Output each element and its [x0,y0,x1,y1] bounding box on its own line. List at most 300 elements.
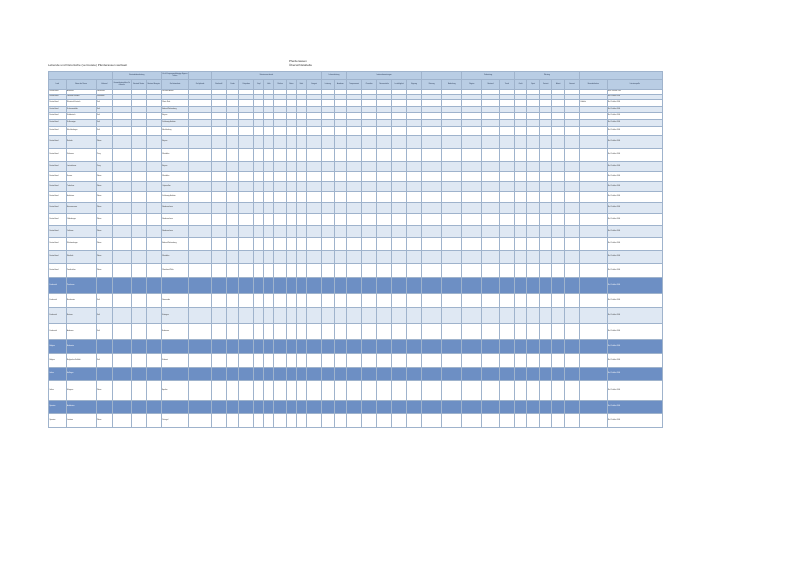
table-cell [482,162,500,172]
table-cell [306,172,321,182]
table-cell [422,368,442,381]
table-cell: Warm [96,414,112,428]
table-cell [322,324,335,340]
table-cell [274,368,287,381]
table-cell [347,401,362,414]
table-cell [564,294,579,308]
table-cell [306,136,321,149]
table-cell [306,182,321,192]
table-cell [286,100,296,107]
table-cell [239,264,254,278]
table-cell [552,136,565,149]
table-cell [146,278,161,294]
table-cell [482,120,500,127]
table-cell [131,172,146,182]
table-cell [407,368,422,381]
table-cell: Frankreich [49,324,67,340]
table-cell: Deutschland [49,192,67,203]
table-cell [422,203,442,214]
table-cell [264,264,274,278]
table-cell [322,214,335,226]
table-cell [264,251,274,264]
table-cell [442,414,462,428]
table-cell: Westfale [66,251,96,264]
table-cell [131,294,146,308]
table-cell [377,401,392,414]
table-cell: Deutschland [49,172,67,182]
table-cell [274,264,287,278]
table-cell [226,203,239,214]
table-cell [189,127,212,136]
column-header: Freizeit [539,80,552,90]
table-cell [322,192,335,203]
table-cell [306,203,321,214]
table-cell [112,136,131,149]
table-cell [527,113,540,120]
table-cell [377,354,392,368]
table-cell [347,324,362,340]
table-cell [347,120,362,127]
table-cell [482,226,500,238]
table-cell [306,278,321,294]
table-cell [362,192,377,203]
table-cell [322,162,335,172]
table-cell: Warm [96,136,112,149]
table-cell [161,278,189,294]
table-cell [442,162,462,172]
table-cell [362,172,377,182]
table-cell [514,120,527,127]
table-cell [362,294,377,308]
group-header [580,72,663,80]
table-cell [442,308,462,324]
table-cell [264,401,274,414]
table-cell [499,127,514,136]
table-cell [462,381,482,401]
table-cell [296,368,306,381]
table-cell [552,100,565,107]
group-header [49,72,113,80]
group-header: Zucht Ursprungsabhängige Eigenschaften [161,72,189,80]
table-cell [539,162,552,172]
table-cell [552,162,565,172]
table-cell [296,226,306,238]
table-cell [226,278,239,294]
table-cell [392,182,407,192]
table-cell [514,238,527,251]
table-cell [112,401,131,414]
table-cell [322,401,335,414]
column-header: Literaturquelle [607,80,662,90]
table-cell [422,340,442,354]
table-cell [422,226,442,238]
table-cell [274,324,287,340]
table-cell [392,162,407,172]
table-cell [226,414,239,428]
table-cell [254,324,264,340]
table-cell [254,182,264,192]
table-cell [347,264,362,278]
table-cell [274,113,287,120]
table-cell [442,172,462,182]
table-cell: Ref. Schäfer 2004 [607,238,662,251]
table-cell [347,203,362,214]
table-cell: Andalusier [66,401,96,414]
table-cell [392,340,407,354]
table-cell [189,172,212,182]
table-cell [131,214,146,226]
table-cell [442,294,462,308]
table-cell [499,414,514,428]
table-cell [347,162,362,172]
table-cell [112,354,131,368]
table-cell: Warm [96,214,112,226]
table-cell [334,308,347,324]
group-header: Bestandsbearbeitung [112,72,161,80]
table-row [49,278,663,294]
table-cell [286,368,296,381]
table-cell: Oldenburger [66,214,96,226]
table-cell [462,172,482,182]
table-cell [407,192,422,203]
table-cell [564,340,579,354]
table-cell [527,149,540,162]
table-cell [274,381,287,401]
table-cell [264,340,274,354]
table-cell: Ref. Schäfer 2004 [607,354,662,368]
table-cell [347,149,362,162]
table-cell [539,120,552,127]
table-cell: Hoff / Schäfer 2004 [607,90,662,95]
table-cell [392,226,407,238]
table-cell: Rheinland [96,95,112,100]
table-cell: Westfalen [161,149,189,162]
table-cell [239,381,254,401]
table-cell: Schleswig-Holstein [161,120,189,127]
breed-table [48,71,663,428]
table-cell [274,136,287,149]
table-cell [226,120,239,127]
table-cell: Normandie [161,294,189,308]
table-cell [286,278,296,294]
table-cell [552,172,565,182]
table-cell [239,324,254,340]
table-cell [239,251,254,264]
table-cell [362,100,377,107]
table-cell [539,192,552,203]
table-cell [112,182,131,192]
column-header: Region [462,80,482,90]
table-cell: Ref. Schäfer 2004 [607,172,662,182]
table-cell [146,226,161,238]
table-cell [347,100,362,107]
table-cell [422,162,442,172]
table-cell [96,368,112,381]
table-cell [580,182,608,192]
table-cell [296,340,306,354]
table-cell [334,381,347,401]
table-cell: Kalt [96,324,112,340]
table-cell [362,401,377,414]
table-cell [146,308,161,324]
table-cell [442,340,462,354]
table-cell [552,414,565,428]
table-cell [334,192,347,203]
table-cell [131,136,146,149]
table-cell [514,113,527,120]
table-cell [211,251,226,264]
table-cell [514,100,527,107]
table-cell [306,264,321,278]
table-cell [306,192,321,203]
table-cell [462,192,482,203]
table-cell [226,340,239,354]
table-cell [407,136,422,149]
table-cell [527,120,540,127]
group-header: Interieurbewertungen [347,72,422,80]
table-cell [539,238,552,251]
table-cell [131,149,146,162]
table-cell: Ref. Schäfer 2004 [607,226,662,238]
table-cell [306,120,321,127]
table-cell [462,136,482,149]
table-cell [146,414,161,428]
table-cell [347,381,362,401]
table-cell [347,278,362,294]
table-cell: Warm [96,226,112,238]
table-cell [514,401,527,414]
column-header: Verband [96,80,112,90]
group-header: Wertung [514,72,579,80]
table-cell [552,192,565,203]
table-cell [392,120,407,127]
table-cell [296,192,306,203]
table-cell: Lehmann Kaltblut [66,95,96,100]
table-cell: Ref. Schäfer 2004 [607,278,662,294]
table-cell [377,381,392,401]
table-cell [462,368,482,381]
table-cell [306,381,321,401]
table-cell [226,127,239,136]
table-cell [442,182,462,192]
table-cell: Ref. Schäfer 2004 [607,113,662,120]
table-cell: Kalt [96,113,112,120]
table-cell [552,226,565,238]
table-cell [211,414,226,428]
table-cell [112,278,131,294]
table-cell: Spanien [49,414,67,428]
table-cell: Spanien [49,401,67,414]
table-cell [189,324,212,340]
table-cell [407,214,422,226]
table-cell [392,381,407,401]
table-cell [407,162,422,172]
table-cell [442,238,462,251]
table-cell [274,226,287,238]
table-cell [407,172,422,182]
table-cell [422,120,442,127]
table-cell [499,381,514,401]
table-cell: Dülmener [66,149,96,162]
table-cell: Belgien [49,354,67,368]
table-cell [442,149,462,162]
table-cell [499,340,514,354]
table-cell [407,278,422,294]
sheet-title-line-1: Pferderassen [289,59,307,63]
table-cell [286,264,296,278]
table-cell [274,294,287,308]
table-cell: Ostpreußen [161,182,189,192]
table-cell [392,251,407,264]
table-cell [564,308,579,324]
table-cell [254,162,264,172]
table-cell [254,294,264,308]
table-cell [442,354,462,368]
table-cell [131,162,146,172]
table-cell [296,308,306,324]
table-cell [552,149,565,162]
table-cell [527,172,540,182]
table-cell: Frankreich [49,278,67,294]
table-cell [189,308,212,324]
column-header: Bestand Hengste [146,80,161,90]
table-cell [274,354,287,368]
table-cell [296,264,306,278]
table-cell [422,192,442,203]
table-row [49,381,663,401]
table-cell [112,226,131,238]
table-cell [334,354,347,368]
table-cell [226,238,239,251]
table-cell [189,203,212,214]
table-cell [499,172,514,182]
table-cell [296,203,306,214]
table-cell: Warm [96,203,112,214]
table-cell [362,120,377,127]
table-row [49,340,663,354]
table-cell [264,203,274,214]
table-cell [539,226,552,238]
table-cell [226,251,239,264]
table-cell [442,120,462,127]
table-row [49,324,663,340]
column-header: Arbeit [552,80,565,90]
table-row [49,214,663,226]
table-cell [422,214,442,226]
table-cell [264,182,274,192]
table-cell [189,100,212,107]
table-cell [514,354,527,368]
table-cell: Frankreich [49,294,67,308]
table-cell: Frankreich [49,308,67,324]
table-cell: Bayern [161,162,189,172]
table-cell [527,340,540,354]
table-cell [362,308,377,324]
table-cell [564,113,579,120]
table-cell [377,162,392,172]
table-cell [211,381,226,401]
table-cell [264,149,274,162]
table-cell [296,354,306,368]
table-cell [552,401,565,414]
group-header: Lebensleistung [322,72,347,80]
table-cell [482,113,500,120]
table-cell [527,182,540,192]
table-cell [392,264,407,278]
table-cell [131,278,146,294]
table-cell [499,100,514,107]
table-cell [146,294,161,308]
table-cell: Baden-Württemberg [161,238,189,251]
table-cell [564,214,579,226]
table-cell [580,368,608,381]
table-cell [226,162,239,172]
table-cell [322,368,335,381]
table-cell [407,113,422,120]
table-cell [334,203,347,214]
table-cell [482,251,500,264]
table-cell [539,100,552,107]
table-cell [422,414,442,428]
table-cell [296,278,306,294]
table-cell [407,182,422,192]
table-cell [334,162,347,172]
table-cell [334,264,347,278]
table-cell [564,127,579,136]
table-cell [306,294,321,308]
table-cell: Ref. Schäfer 2004 [607,324,662,340]
table-cell [527,381,540,401]
table-cell: Kalt [96,127,112,136]
table-cell [552,127,565,136]
table-cell [334,136,347,149]
table-cell [580,294,608,308]
table-cell: Kalt [96,294,112,308]
table-cell [482,172,500,182]
table-cell [527,214,540,226]
table-cell [296,127,306,136]
table-cell [286,251,296,264]
column-header: Temperament [347,80,362,90]
table-cell [482,182,500,192]
table-cell [499,251,514,264]
table-cell [322,172,335,182]
table-cell [407,294,422,308]
table-cell [286,182,296,192]
table-cell [580,308,608,324]
table-cell [334,401,347,414]
table-cell [286,162,296,172]
table-cell [539,324,552,340]
table-cell [377,414,392,428]
table-cell [564,368,579,381]
table-row [49,414,663,428]
table-cell [189,136,212,149]
table-cell [274,127,287,136]
table-cell [189,113,212,120]
table-cell [264,238,274,251]
table-cell: Baden-Württemberg [161,107,189,113]
table-cell [264,226,274,238]
table-cell [527,401,540,414]
table-cell: Mecklenburg [161,127,189,136]
table-cell [564,182,579,192]
table-cell [499,226,514,238]
table-cell [552,203,565,214]
table-cell [264,192,274,203]
column-header: Kopf [254,80,264,90]
table-cell [131,381,146,401]
